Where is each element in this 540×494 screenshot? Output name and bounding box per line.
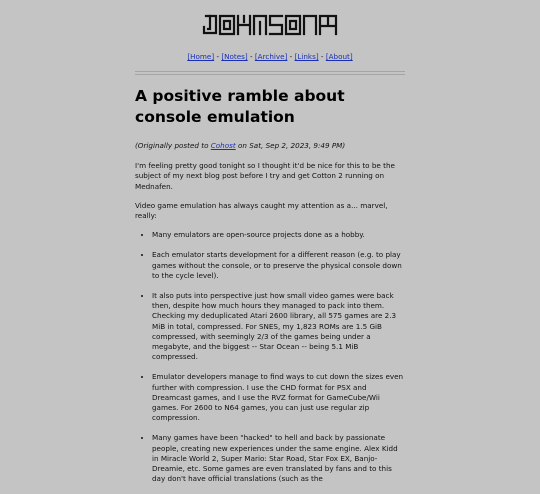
nav-link-home[interactable]: [Home] [187, 52, 215, 61]
nav-link-links[interactable]: [Links] [294, 52, 319, 61]
cohost-link[interactable]: Cohost [210, 141, 236, 150]
post-title: A positive ramble about console emulation [135, 87, 345, 126]
nav-link-notes[interactable]: [Notes] [221, 52, 248, 61]
list-item: • It also puts into perspective just how small video games were back then, despite how much hours they managed to pack into them. Checking my deduplicated Atari 2600 library, all 575 games are 2.3 MiB in total, compressed. For SNES, my 1,823 ROMs are 1.5 GiB compressed, with seemingly 2/3 of the games being under a megabyte, and the biggest -- Star Ocean -- being 5.1 MiB compressed. [152, 291, 405, 362]
list-item: • Each emulator starts development for a different reason (e.g. to play games without the console, or to preserve the physical console down to the cycle level). [152, 250, 405, 281]
site-logo-mark [202, 12, 338, 38]
post-meta-prefix: (Originally posted to [135, 141, 211, 150]
site-logo[interactable] [0, 12, 540, 42]
nav-separator: - [247, 52, 255, 61]
nav-separator: - [287, 52, 295, 61]
divider [135, 74, 405, 75]
list-item: • Many games have been "hacked" to hell and back by passionate people, creating new experiences under the same engine. Alex Kidd in Miracle World 2, Super Mario: Star Road, Star Fox EX, Banjo-Dreamie, etc. Some games are even translated by fans and to this day don't have official translations (such as the [152, 433, 405, 484]
nav-separator: - [214, 52, 222, 61]
divider [135, 71, 405, 72]
post-bullet-list [135, 230, 405, 484]
post-paragraph: I'm feeling pretty good tonight so I thought it'd be nice for this to be the subject of my next blog post before I try and get Cotton 2 running on Mednafen. [135, 161, 395, 191]
top-nav [0, 52, 540, 61]
nav-separator: - [318, 52, 326, 61]
post-content [135, 86, 405, 494]
post-paragraph: Video game emulation has always caught my attention as a... marvel, really: [135, 200, 388, 221]
nav-link-about[interactable]: [About] [325, 52, 353, 61]
post-meta-date: on Sat, Sep 2, 2023, 9:49 PM) [235, 141, 346, 150]
post-meta [135, 141, 405, 151]
nav-link-archive[interactable]: [Archive] [254, 52, 288, 61]
list-item: • Many emulators are open-source projects done as a hobby. [152, 230, 405, 240]
list-item: • Emulator developers manage to find ways to cut down the sizes even further with compression. I use the CHD format for PSX and Dreamcast games, and I use the RVZ format for GameCube/Wii games. For 2600 to N64 games, you can just use regular zip compression. [152, 372, 405, 423]
